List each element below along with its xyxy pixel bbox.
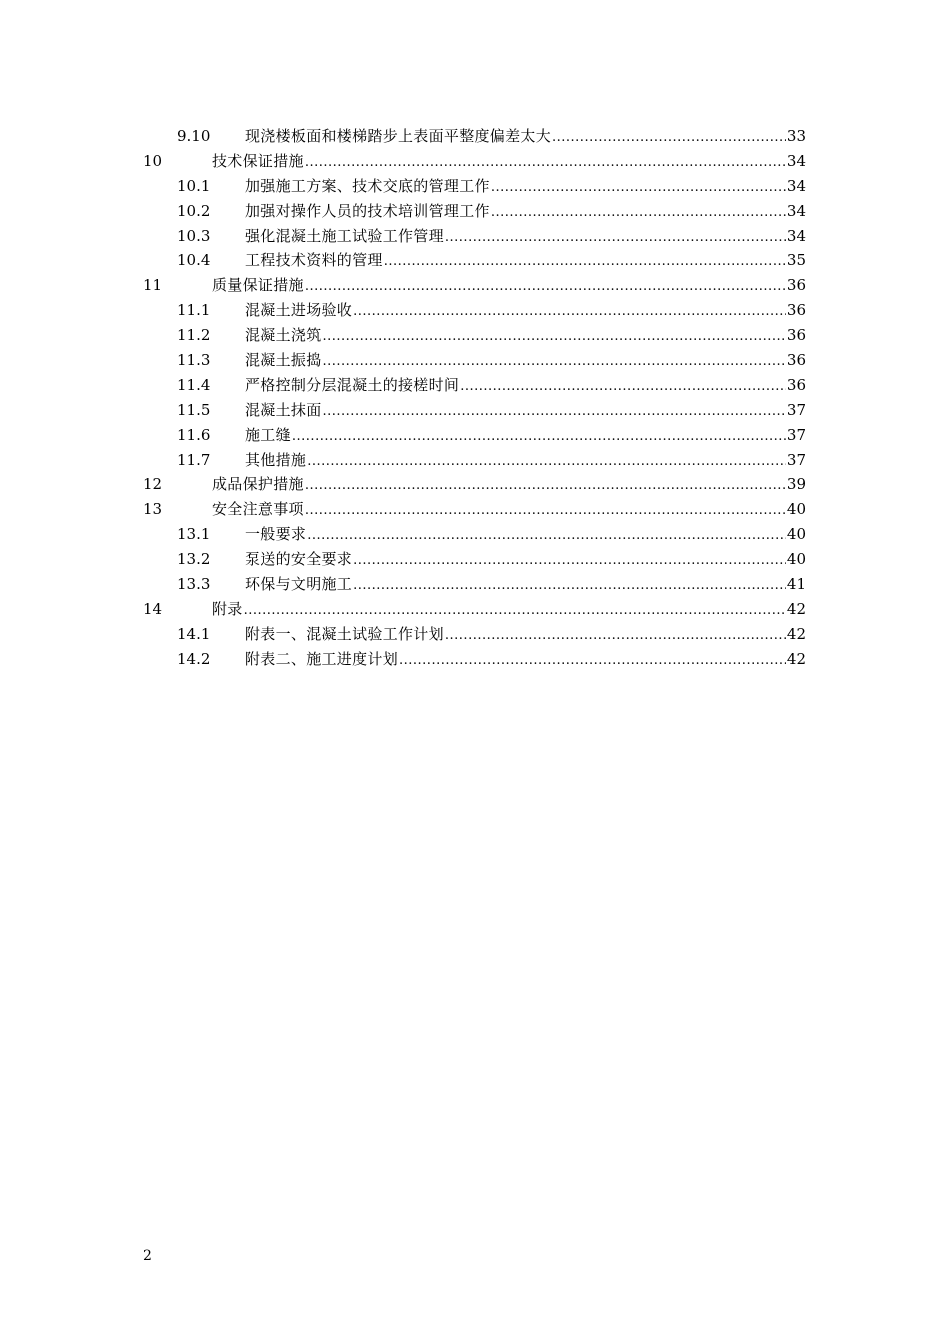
- toc-entry-title[interactable]: 附表二、施工进度计划: [245, 649, 399, 668]
- toc-entry-line: [212, 151, 806, 173]
- toc-entry-title[interactable]: 混凝土振捣: [245, 351, 322, 370]
- toc-entry-page: 34: [786, 201, 806, 220]
- toc-entry-line: [245, 400, 806, 422]
- toc-entry-page: 40: [786, 500, 806, 519]
- toc-entry-title[interactable]: 技术保证措施: [212, 151, 304, 170]
- toc-entry-page: 37: [786, 425, 806, 444]
- toc-entry-number: 11: [143, 276, 163, 295]
- toc-entry-line: [245, 624, 806, 646]
- toc-dot-leader: [491, 203, 786, 223]
- page-number: 2: [143, 1248, 152, 1264]
- toc-entry-title[interactable]: 质量保证措施: [212, 276, 304, 295]
- toc-entry-number: 13.3: [177, 575, 211, 594]
- toc-entry-number: 11.4: [177, 375, 211, 394]
- toc-entry-title[interactable]: 强化混凝土施工试验工作管理: [245, 226, 444, 245]
- toc-entry[interactable]: [143, 547, 806, 572]
- toc-entry-page: 41: [786, 575, 806, 594]
- toc-entry-page: 34: [786, 176, 806, 195]
- toc-entry-line: [212, 474, 806, 496]
- toc-entry-page: 36: [786, 375, 806, 394]
- toc-entry-title[interactable]: 成品保护措施: [212, 475, 304, 494]
- toc-entry[interactable]: [143, 323, 806, 348]
- toc-dot-leader: [307, 526, 786, 546]
- toc-dot-leader: [244, 601, 786, 621]
- toc-entry-number: 11.3: [177, 351, 211, 370]
- toc-entry-number: 11.7: [177, 450, 211, 469]
- toc-dot-leader: [305, 153, 786, 173]
- toc-entry[interactable]: [143, 472, 806, 497]
- toc-entry-line: [245, 649, 806, 671]
- toc-entry-line: [245, 126, 806, 148]
- toc-entry-page: 40: [786, 525, 806, 544]
- toc-entry[interactable]: [143, 248, 806, 273]
- toc-entry[interactable]: [143, 597, 806, 622]
- toc-dot-leader: [305, 476, 786, 496]
- toc-entry-title[interactable]: 工程技术资料的管理: [245, 251, 383, 270]
- toc-entry-page: 42: [786, 649, 806, 668]
- toc-entry[interactable]: [143, 174, 806, 199]
- toc-dot-leader: [323, 402, 786, 422]
- toc-entry-line: [212, 275, 806, 297]
- toc-entry[interactable]: [143, 348, 806, 373]
- toc-entry-page: 34: [786, 151, 806, 170]
- toc-entry-number: 10.1: [177, 176, 211, 195]
- toc-dot-leader: [445, 228, 786, 248]
- toc-entry-number: 10: [143, 151, 163, 170]
- toc-entry[interactable]: [143, 273, 806, 298]
- toc-entry-title[interactable]: 混凝土浇筑: [245, 326, 322, 345]
- toc-entry[interactable]: [143, 497, 806, 522]
- toc-entry-number: 13: [143, 500, 163, 519]
- toc-entry-title[interactable]: 严格控制分层混凝土的接槎时间: [245, 375, 460, 394]
- toc-entry-line: [245, 524, 806, 546]
- toc-entry[interactable]: [143, 398, 806, 423]
- toc-entry-title[interactable]: 环保与文明施工: [245, 575, 353, 594]
- toc-entry-title[interactable]: 泵送的安全要求: [245, 550, 353, 569]
- toc-entry-page: 35: [786, 251, 806, 270]
- toc-entry-line: [245, 176, 806, 198]
- toc-entry-title[interactable]: 附表一、混凝土试验工作计划: [245, 624, 444, 643]
- toc-dot-leader: [323, 352, 786, 372]
- toc-entry-number: 14.2: [177, 649, 211, 668]
- toc-entry-title[interactable]: 现浇楼板面和楼梯踏步上表面平整度偏差太大: [245, 127, 552, 145]
- toc-entry-number: 14.1: [177, 624, 211, 643]
- toc-entry-page: 33: [786, 127, 806, 145]
- toc-entry-line: [245, 350, 806, 372]
- toc-dot-leader: [353, 576, 786, 596]
- toc-entry-page: 42: [786, 624, 806, 643]
- toc-entry[interactable]: [143, 647, 806, 672]
- toc-dot-leader: [552, 128, 786, 148]
- toc-entry[interactable]: [143, 224, 806, 249]
- toc-entry[interactable]: [143, 448, 806, 473]
- toc-entry-line: [245, 375, 806, 397]
- toc-entry-page: 39: [786, 475, 806, 494]
- toc-entry-title[interactable]: 施工缝: [245, 425, 291, 444]
- toc-entry-page: 36: [786, 326, 806, 345]
- toc-entry-line: [245, 549, 806, 571]
- toc-dot-leader: [353, 302, 786, 322]
- toc-dot-leader: [305, 501, 786, 521]
- toc-entry-number: 11.6: [177, 425, 211, 444]
- toc-entry-page: 36: [786, 351, 806, 370]
- toc-entry-line: [245, 300, 806, 322]
- toc-dot-leader: [292, 427, 786, 447]
- toc-entry-number: 10.3: [177, 226, 211, 245]
- toc-entry-line: [245, 325, 806, 347]
- toc-dot-leader: [460, 377, 786, 397]
- toc-entry[interactable]: [143, 572, 806, 597]
- toc-dot-leader: [384, 252, 786, 272]
- toc-dot-leader: [445, 626, 786, 646]
- toc-dot-leader: [305, 277, 786, 297]
- toc-entry[interactable]: [143, 149, 806, 174]
- toc-entry-page: 37: [786, 400, 806, 419]
- toc-entry-title[interactable]: 一般要求: [245, 525, 307, 544]
- toc-entry-page: 37: [786, 450, 806, 469]
- toc-entry-number: 10.4: [177, 251, 211, 270]
- toc-entry-page: 34: [786, 226, 806, 245]
- toc-entry-number: 11.1: [177, 301, 211, 320]
- toc-dot-leader: [491, 178, 786, 198]
- toc-dot-leader: [399, 651, 786, 671]
- toc-entry[interactable]: [143, 622, 806, 647]
- toc-entry-page: 40: [786, 550, 806, 569]
- toc-entry-number: 13.1: [177, 525, 211, 544]
- toc-entry-page: 42: [786, 599, 806, 618]
- toc-entry-title[interactable]: 加强对操作人员的技术培训管理工作: [245, 201, 490, 220]
- toc-entry-line: [212, 599, 806, 621]
- toc-entry-number: 14: [143, 599, 163, 618]
- toc-entry-line: [212, 499, 806, 521]
- toc-entry[interactable]: [143, 423, 806, 448]
- toc-entry-number: 10.2: [177, 201, 211, 220]
- toc-entry-line: [245, 201, 806, 223]
- toc-entry-page: 36: [786, 301, 806, 320]
- toc-dot-leader: [353, 551, 786, 571]
- toc-entry[interactable]: [143, 373, 806, 398]
- toc-entry[interactable]: [143, 522, 806, 547]
- toc-entry-line: [245, 226, 806, 248]
- toc-entry-title[interactable]: 安全注意事项: [212, 500, 304, 519]
- toc-entry-line: [245, 574, 806, 596]
- toc-entry-page: 36: [786, 276, 806, 295]
- toc-entry-title[interactable]: 混凝土抹面: [245, 400, 322, 419]
- toc-entry-number: 11.5: [177, 400, 211, 419]
- table-of-contents: [143, 124, 806, 672]
- toc-entry-title[interactable]: 附录: [212, 599, 243, 618]
- toc-entry-number: 11.2: [177, 326, 211, 345]
- toc-entry[interactable]: [143, 199, 806, 224]
- toc-entry[interactable]: [143, 124, 806, 149]
- toc-dot-leader: [323, 327, 786, 347]
- toc-entry-title[interactable]: 加强施工方案、技术交底的管理工作: [245, 176, 490, 195]
- toc-entry-title[interactable]: 混凝土进场验收: [245, 301, 353, 320]
- toc-entry-title[interactable]: 其他措施: [245, 450, 307, 469]
- toc-entry-line: [245, 450, 806, 472]
- toc-entry[interactable]: [143, 298, 806, 323]
- toc-entry-line: [245, 250, 806, 272]
- toc-dot-leader: [307, 452, 786, 472]
- toc-entry-line: [245, 425, 806, 447]
- toc-entry-number: 12: [143, 475, 163, 494]
- toc-entry-number: 9.10: [177, 127, 211, 145]
- toc-entry-number: 13.2: [177, 550, 211, 569]
